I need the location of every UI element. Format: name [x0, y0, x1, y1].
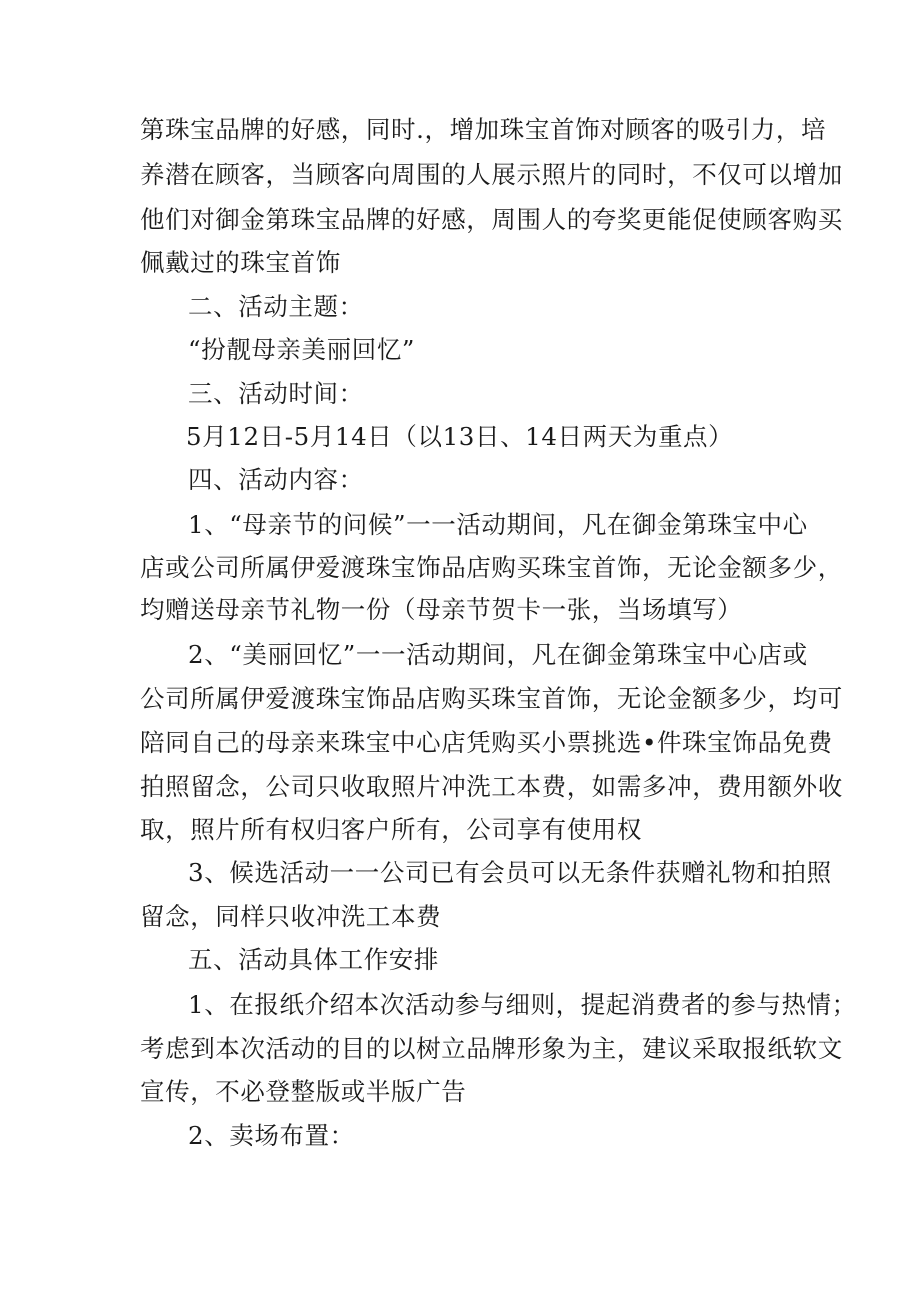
activity-time: 5月12日-5月14日（以13日、14日两天为重点）: [186, 422, 734, 451]
paragraph-line: 公司所属伊爱渡珠宝饰品店购买珠宝首饰，无论金额多少，均可: [140, 684, 843, 713]
paragraph-line: 留念，同样只收冲洗工本费: [140, 902, 442, 931]
paragraph-line: 考虑到本次活动的目的以树立品牌形象为主，建议采取报纸软文: [140, 1034, 843, 1063]
paragraph-line: 第珠宝品牌的好感，同时.，增加珠宝首饰对顾客的吸引力，培: [140, 115, 827, 144]
activity-theme: “扮靓母亲美丽回忆”: [188, 335, 416, 364]
section-heading: 五、活动具体工作安排: [188, 945, 439, 974]
paragraph-line: 1、在报纸介绍本次活动参与细则，提起消费者的参与热情；: [188, 990, 857, 1019]
paragraph-line: 3、候选活动一一公司已有会员可以无条件获赠礼物和拍照: [188, 858, 832, 887]
paragraph-line: 他们对御金第珠宝品牌的好感，周围人的夸奖更能促使顾客购买: [140, 205, 843, 234]
paragraph-line: 拍照留念，公司只收取照片冲洗工本费，如需多冲，费用额外收: [140, 772, 843, 801]
paragraph-line: 2、卖场布置：: [188, 1121, 355, 1150]
paragraph-line: 宣传，不必登整版或半版广告: [140, 1077, 467, 1106]
paragraph-line: 养潜在顾客，当顾客向周围的人展示照片的同时，不仅可以增加: [140, 160, 843, 189]
section-heading: 三、活动时间：: [188, 379, 364, 408]
paragraph-line: 均赠送母亲节礼物一份（母亲节贺卡一张，当场填写）: [140, 595, 743, 624]
paragraph-line: 2、“美丽回忆”一一活动期间，凡在御金第珠宝中心店或: [188, 640, 808, 669]
paragraph-line: 取，照片所有权归客户所有，公司享有使用权: [140, 815, 642, 844]
section-heading: 二、活动主题：: [188, 292, 364, 321]
paragraph-line: 1、“母亲节的问候”一一活动期间，凡在御金第珠宝中心: [188, 510, 808, 539]
paragraph-line: 陪同自己的母亲来珠宝中心店凭购买小票挑选•件珠宝饰品免费: [140, 728, 833, 757]
section-heading: 四、活动内容：: [188, 465, 364, 494]
paragraph-line: 佩戴过的珠宝首饰: [140, 248, 341, 277]
paragraph-line: 店或公司所属伊爱渡珠宝饰品店购买珠宝首饰，无论金额多少，: [140, 553, 843, 582]
